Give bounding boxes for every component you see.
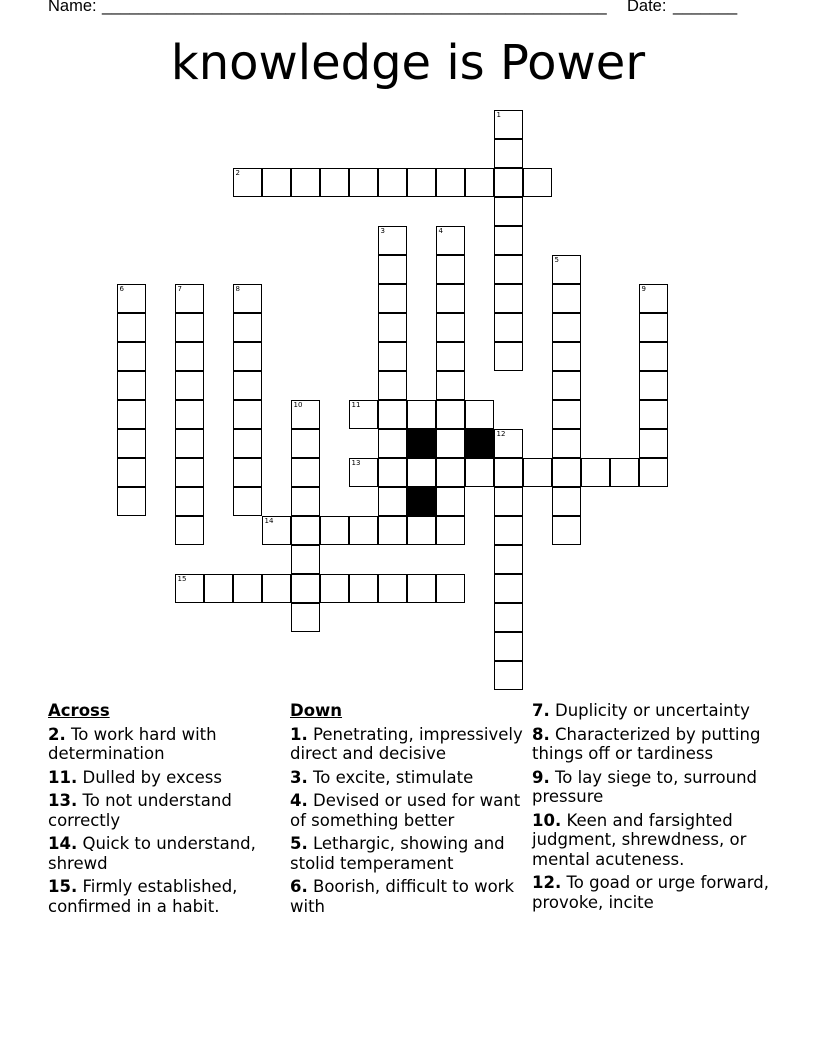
grid-cell[interactable] — [639, 284, 668, 313]
grid-cell[interactable] — [378, 168, 407, 197]
grid-cell[interactable] — [436, 168, 465, 197]
cell-number: 5 — [554, 256, 559, 264]
cell-number: 9 — [641, 285, 646, 293]
name-label: Name: — [48, 0, 97, 15]
clue-text: Duplicity or uncertainty — [555, 701, 750, 720]
grid-cell[interactable] — [436, 400, 465, 429]
down-clue-3 — [290, 768, 526, 788]
grid-cell[interactable] — [639, 429, 668, 458]
grid-cell[interactable] — [407, 516, 436, 545]
grid-cell[interactable] — [436, 313, 465, 342]
grid-cell[interactable] — [175, 400, 204, 429]
grid-cell[interactable] — [378, 313, 407, 342]
grid-cell[interactable] — [291, 487, 320, 516]
grid-cell[interactable] — [204, 574, 233, 603]
across-clues-column — [48, 701, 283, 920]
cell-number: 15 — [177, 575, 187, 583]
grid-cell[interactable] — [639, 458, 668, 487]
grid-cell[interactable] — [175, 516, 204, 545]
grid-cell[interactable] — [320, 574, 349, 603]
cell-number: 4 — [438, 227, 443, 235]
date-line[interactable]: _______ — [673, 0, 738, 15]
grid-cell[interactable] — [494, 197, 523, 226]
clue-number: 11. — [48, 767, 78, 787]
grid-cell[interactable] — [233, 429, 262, 458]
clue-number: 15. — [48, 877, 78, 896]
down-clues-column-2 — [532, 701, 772, 916]
across-clue-13 — [48, 791, 283, 830]
grid-cell[interactable] — [320, 516, 349, 545]
grid-cell[interactable] — [494, 255, 523, 284]
cell-number: 12 — [496, 430, 506, 438]
grid-cell[interactable] — [436, 255, 465, 284]
down-clue-7 — [532, 701, 772, 721]
grid-cell[interactable] — [552, 371, 581, 400]
grid-cell[interactable] — [233, 313, 262, 342]
grid-cell[interactable] — [494, 545, 523, 574]
grid-cell[interactable] — [639, 371, 668, 400]
clue-number: 13. — [48, 791, 78, 810]
grid-cell[interactable] — [436, 371, 465, 400]
grid-cell[interactable] — [291, 400, 320, 429]
clue-number: 4. — [290, 791, 308, 810]
clue-text: To work hard with determination — [48, 724, 217, 763]
clue-text: Lethargic, showing and stolid temperament — [290, 834, 505, 873]
cell-number: 7 — [177, 285, 182, 293]
grid-cell[interactable] — [378, 226, 407, 255]
down-clue-12 — [532, 873, 772, 912]
down-clue-1 — [290, 725, 526, 764]
grid-cell[interactable] — [494, 226, 523, 255]
grid-cell[interactable] — [233, 400, 262, 429]
grid-cell[interactable] — [117, 371, 146, 400]
grid-cell[interactable] — [117, 284, 146, 313]
grid-cell[interactable] — [407, 168, 436, 197]
grid-cell[interactable] — [378, 458, 407, 487]
clue-number: 5. — [290, 834, 308, 853]
grid-cell[interactable] — [639, 342, 668, 371]
grid-cell[interactable] — [436, 574, 465, 603]
grid-cell[interactable] — [552, 284, 581, 313]
grid-cell[interactable] — [378, 400, 407, 429]
grid-cell[interactable] — [175, 371, 204, 400]
grid-cell[interactable] — [436, 342, 465, 371]
grid-cell[interactable] — [494, 603, 523, 632]
grid-cell[interactable] — [378, 342, 407, 371]
grid-cell[interactable] — [494, 458, 523, 487]
clue-text: Quick to understand, shrewd — [48, 834, 256, 873]
grid-cell[interactable] — [407, 574, 436, 603]
puzzle-title: knowledge is Power — [170, 35, 646, 91]
down-clue-5 — [290, 834, 526, 873]
clue-number: 9. — [532, 767, 550, 787]
across-heading: Across — [48, 701, 110, 720]
across-clue-14 — [48, 834, 283, 873]
grid-cell[interactable] — [175, 574, 204, 603]
grid-cell[interactable] — [233, 371, 262, 400]
cell-number: 11 — [351, 401, 361, 409]
grid-cell[interactable] — [117, 458, 146, 487]
cell-number: 8 — [235, 285, 240, 293]
grid-cell[interactable] — [378, 574, 407, 603]
clue-number: 7. — [532, 701, 550, 720]
grid-cell[interactable] — [233, 284, 262, 313]
grid-cell[interactable] — [639, 313, 668, 342]
grid-cell[interactable] — [552, 313, 581, 342]
grid-cell[interactable] — [349, 400, 378, 429]
grid-cell[interactable] — [291, 429, 320, 458]
grid-cell[interactable] — [552, 342, 581, 371]
grid-cell[interactable] — [407, 458, 436, 487]
date-label: Date: — [627, 0, 667, 15]
grid-cell[interactable] — [378, 429, 407, 458]
grid-cell[interactable] — [117, 313, 146, 342]
grid-cell[interactable] — [494, 487, 523, 516]
cell-number: 1 — [496, 111, 501, 119]
grid-cell[interactable] — [494, 661, 523, 690]
grid-cell[interactable] — [523, 458, 552, 487]
across-clue-15 — [48, 877, 283, 916]
grid-cell[interactable] — [494, 313, 523, 342]
clue-text: Firmly established, confirmed in a habit. — [48, 877, 238, 916]
grid-cell[interactable] — [494, 110, 523, 139]
grid-cell[interactable] — [378, 487, 407, 516]
grid-cell[interactable] — [233, 487, 262, 516]
clue-number: 8. — [532, 724, 550, 744]
clue-number: 14. — [48, 834, 78, 853]
grid-cell[interactable] — [436, 429, 465, 458]
grid-block-cell — [465, 429, 494, 458]
clue-text: Boorish, difficult to work with — [290, 877, 514, 916]
grid-cell[interactable] — [494, 342, 523, 371]
grid-cell[interactable] — [349, 516, 378, 545]
grid-cell[interactable] — [175, 487, 204, 516]
grid-cell[interactable] — [117, 400, 146, 429]
grid-cell[interactable] — [175, 458, 204, 487]
clue-number: 12. — [532, 873, 562, 892]
grid-cell[interactable] — [407, 400, 436, 429]
grid-cell[interactable] — [349, 574, 378, 603]
grid-cell[interactable] — [117, 342, 146, 371]
grid-cell[interactable] — [378, 371, 407, 400]
cell-number: 10 — [293, 401, 303, 409]
clue-text: Devised or used for want of something better — [290, 791, 521, 830]
clue-text: To not understand correctly — [48, 791, 232, 830]
grid-cell[interactable] — [494, 139, 523, 168]
cell-number: 14 — [264, 517, 274, 525]
grid-cell[interactable] — [117, 487, 146, 516]
grid-cell[interactable] — [175, 429, 204, 458]
grid-cell[interactable] — [436, 516, 465, 545]
down-clue-8 — [532, 725, 772, 764]
clue-number: 3. — [290, 767, 308, 787]
grid-cell[interactable] — [262, 516, 291, 545]
clue-text: Keen and farsighted judgment, shrewdness, or mental acuteness. — [532, 810, 747, 869]
grid-cell[interactable] — [581, 458, 610, 487]
grid-cell[interactable] — [262, 168, 291, 197]
grid-block-cell — [407, 429, 436, 458]
grid-cell[interactable] — [465, 400, 494, 429]
grid-cell[interactable] — [436, 226, 465, 255]
grid-cell[interactable] — [552, 458, 581, 487]
grid-cell[interactable] — [639, 400, 668, 429]
clue-text: Penetrating, impressively direct and decisive — [290, 724, 523, 763]
grid-cell[interactable] — [117, 429, 146, 458]
grid-cell[interactable] — [291, 603, 320, 632]
clue-text: To lay siege to, surround pressure — [532, 767, 758, 806]
clue-text: Characterized by putting things off or tardiness — [532, 724, 761, 763]
grid-cell[interactable] — [175, 284, 204, 313]
grid-cell[interactable] — [436, 284, 465, 313]
cell-number: 3 — [380, 227, 385, 235]
clue-number: 2. — [48, 724, 66, 744]
grid-cell[interactable] — [320, 168, 349, 197]
down-clue-6 — [290, 877, 526, 916]
grid-cell[interactable] — [494, 516, 523, 545]
grid-cell[interactable] — [552, 429, 581, 458]
grid-cell[interactable] — [552, 255, 581, 284]
grid-cell[interactable] — [494, 632, 523, 661]
down-clues-column-1 — [290, 701, 526, 920]
grid-cell[interactable] — [291, 458, 320, 487]
grid-cell[interactable] — [175, 342, 204, 371]
grid-cell[interactable] — [552, 487, 581, 516]
cell-number: 2 — [235, 169, 240, 177]
down-clue-4 — [290, 791, 526, 830]
grid-cell[interactable] — [291, 168, 320, 197]
grid-cell[interactable] — [175, 313, 204, 342]
grid-cell[interactable] — [291, 574, 320, 603]
across-clue-2 — [48, 725, 283, 764]
grid-cell[interactable] — [378, 516, 407, 545]
grid-cell[interactable] — [233, 342, 262, 371]
grid-cell[interactable] — [523, 168, 552, 197]
grid-cell[interactable] — [233, 458, 262, 487]
grid-cell[interactable] — [465, 168, 494, 197]
down-heading: Down — [290, 701, 343, 720]
grid-cell[interactable] — [465, 458, 494, 487]
clue-number: 1. — [290, 724, 308, 744]
grid-cell[interactable] — [494, 429, 523, 458]
grid-cell[interactable] — [233, 574, 262, 603]
grid-cell[interactable] — [291, 545, 320, 574]
grid-block-cell — [407, 487, 436, 516]
grid-cell[interactable] — [349, 168, 378, 197]
grid-cell[interactable] — [494, 284, 523, 313]
grid-cell[interactable] — [494, 574, 523, 603]
down-clue-10 — [532, 811, 772, 870]
down-clue-9 — [532, 768, 772, 807]
clue-text: Dulled by excess — [82, 767, 222, 787]
grid-cell[interactable] — [610, 458, 639, 487]
grid-cell[interactable] — [233, 168, 262, 197]
grid-cell[interactable] — [262, 574, 291, 603]
grid-cell[interactable] — [552, 400, 581, 429]
grid-cell[interactable] — [436, 458, 465, 487]
grid-cell[interactable] — [436, 487, 465, 516]
cell-number: 13 — [351, 459, 361, 467]
grid-cell[interactable] — [378, 284, 407, 313]
cell-number: 6 — [119, 285, 124, 293]
grid-cell[interactable] — [291, 516, 320, 545]
grid-cell[interactable] — [349, 458, 378, 487]
name-line[interactable]: _______________________________________________________ — [102, 0, 607, 15]
grid-cell[interactable] — [494, 168, 523, 197]
clue-text: To goad or urge forward, provoke, incite — [532, 873, 769, 912]
grid-cell[interactable] — [552, 516, 581, 545]
grid-cell[interactable] — [378, 255, 407, 284]
clue-number: 6. — [290, 877, 308, 896]
clue-text: To excite, stimulate — [313, 767, 474, 787]
clue-number: 10. — [532, 810, 562, 830]
across-clue-11 — [48, 768, 283, 788]
